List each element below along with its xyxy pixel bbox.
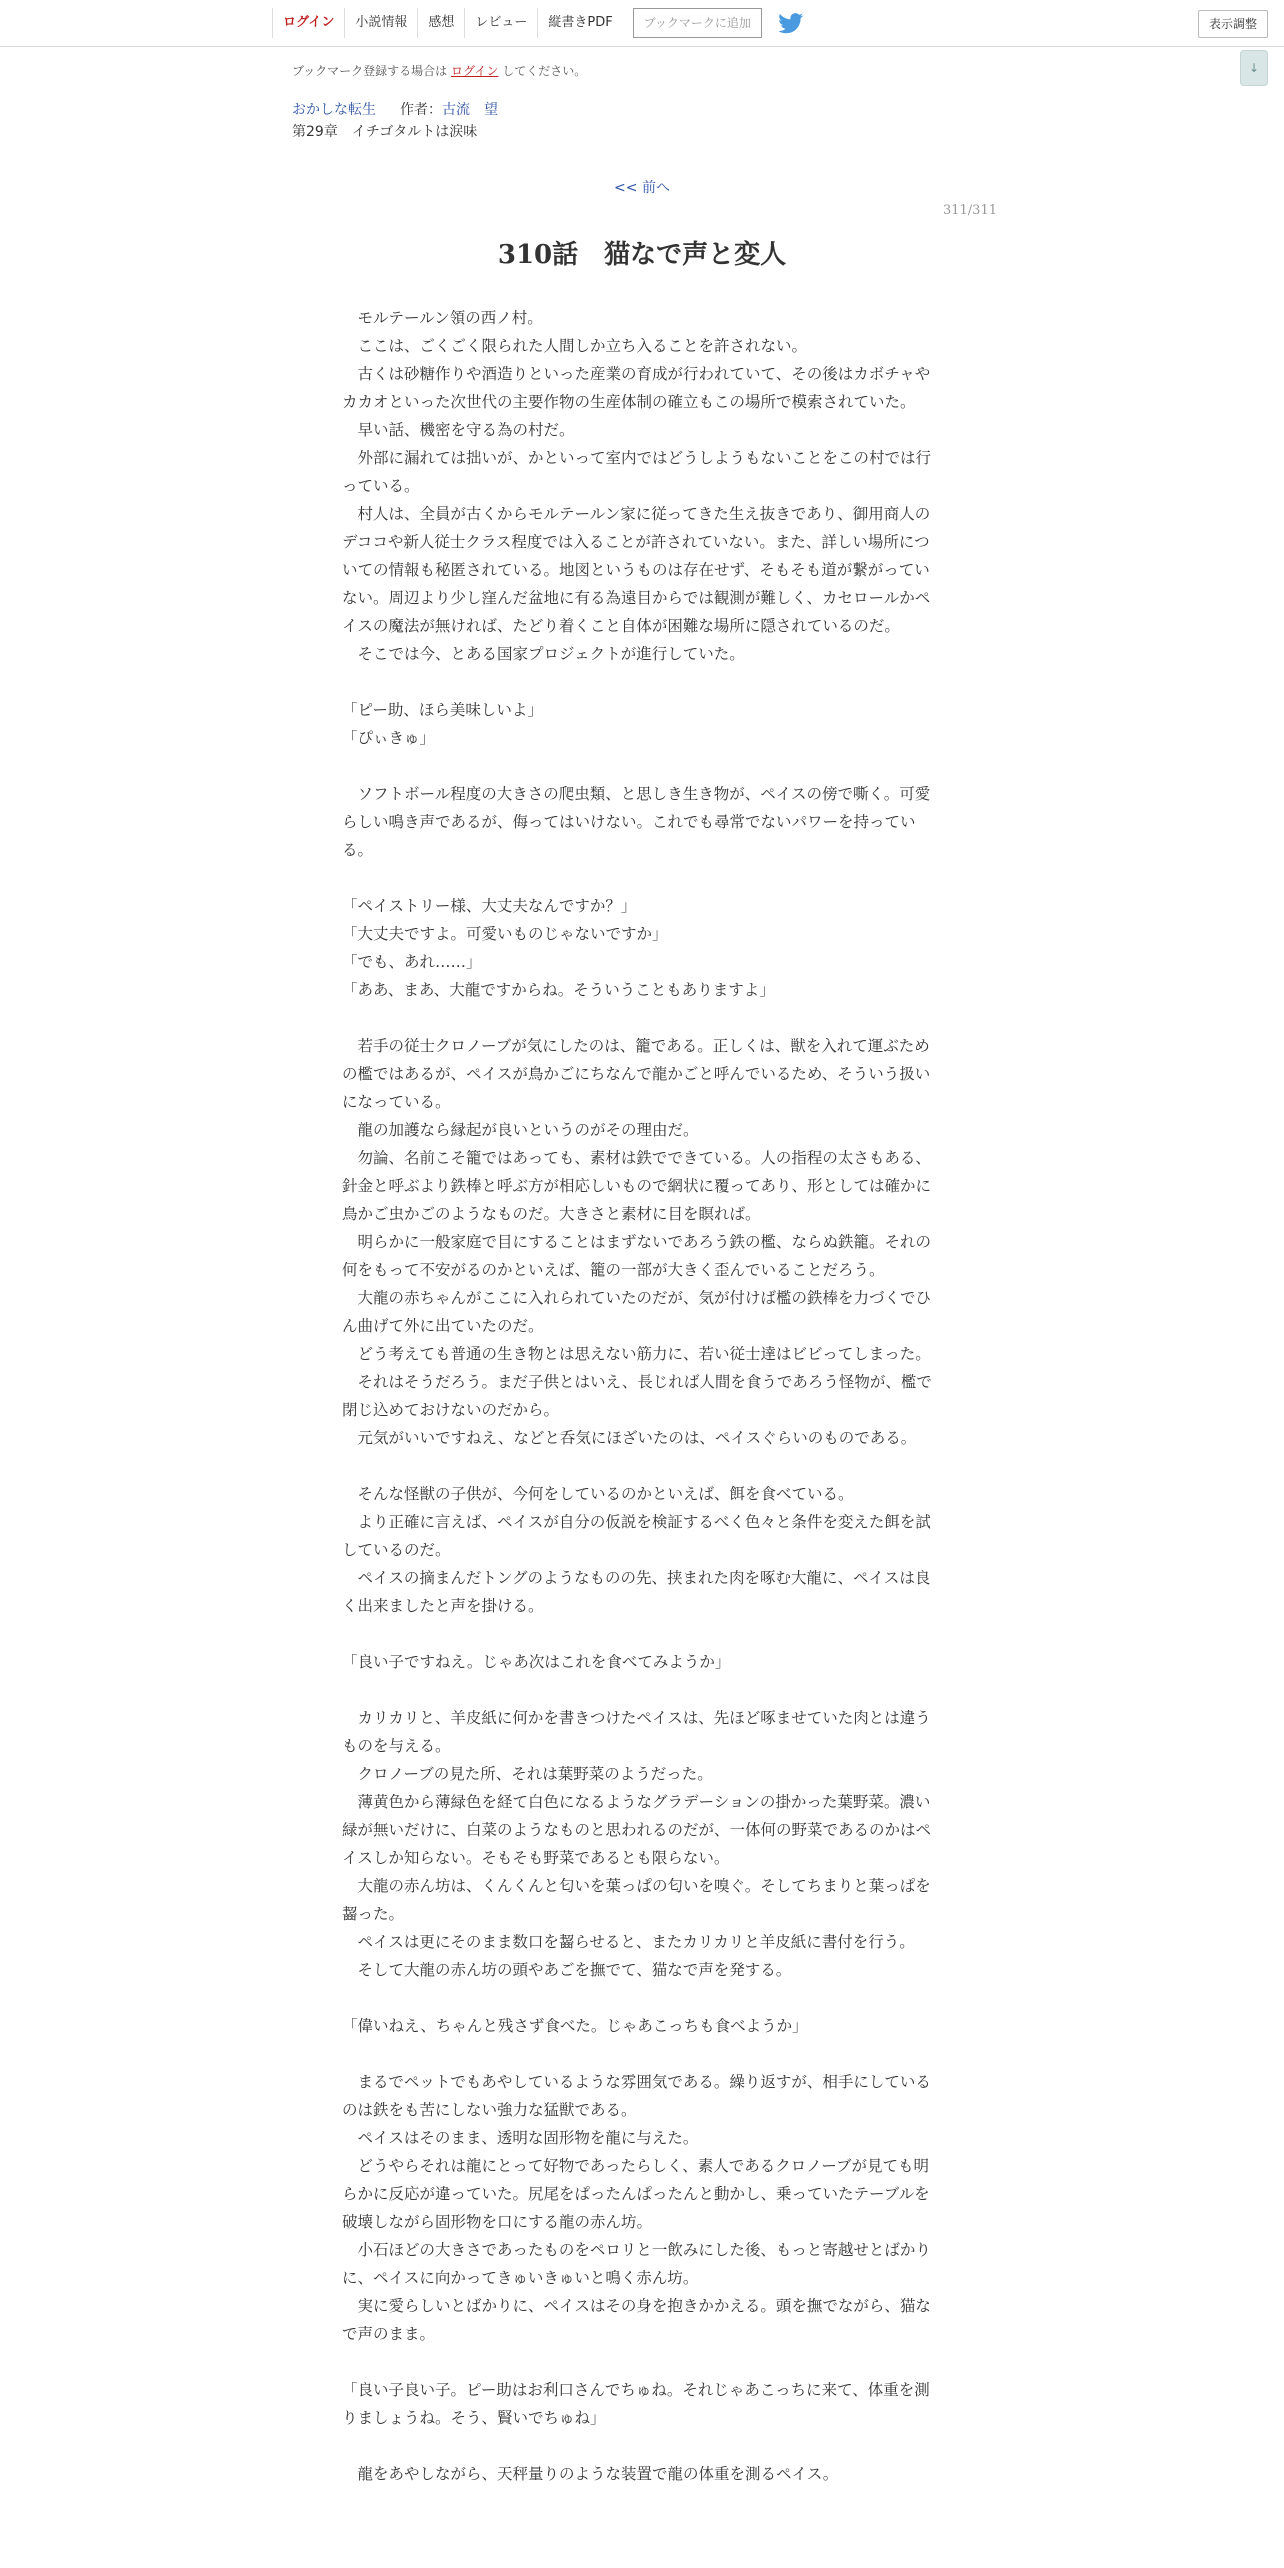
body-paragraph: 「ああ、まあ、大龍ですからね。そういうこともありますよ」	[342, 981, 775, 999]
chapter-title: 第29章 イチゴタルトは涙味	[292, 124, 478, 140]
notice-suffix: してください。	[502, 64, 587, 78]
body-paragraph: 薄黄色から薄緑色を経て白色になるようなグラデーションの掛かった葉野菜。濃い緑が無いだけに、白菜のようなものと思われるのだが、一体何の野菜であるのかはペイスしか知らない。そもそも野菜であるとも限らない。	[342, 1793, 932, 1867]
bookmark-login-notice	[292, 62, 586, 79]
body-paragraph: どうやらそれは龍にとって好物であったらしく、素人であるクロノーブが見ても明らかに反応が違っていた。尻尾をぱったんぱったんと動かし、乗っていたテーブルを破壊しながら固形物を口にする龍の赤ん坊。	[342, 2157, 930, 2231]
body-paragraph: そこでは今、とある国家プロジェクトが進行していた。	[342, 645, 745, 663]
prev-page-link	[0, 177, 1284, 197]
body-paragraph	[342, 1984, 936, 2012]
body-paragraph: ソフトボール程度の大きさの爬虫類、と思しき生き物が、ペイスの傍で嘶く。可愛らしい鳴き声であるが、侮ってはいけない。これでも尋常でないパワーを持っている。	[342, 785, 931, 859]
body-paragraph: より正確に言えば、ペイスが自分の仮説を検証するべく色々と条件を変えた餌を試しているのだ。	[342, 1513, 931, 1559]
body-paragraph	[342, 1676, 936, 1704]
body-paragraph: カリカリと、羊皮紙に何かを書きつけたペイスは、先ほど啄ませていた肉とは違うものを与える。	[342, 1709, 931, 1755]
body-paragraph: 「ペイストリー様、大丈夫なんですか？」	[342, 897, 637, 915]
twitter-icon[interactable]	[778, 12, 804, 34]
author-link[interactable]: 古流 望	[442, 102, 498, 118]
body-paragraph	[342, 2432, 936, 2460]
author-line	[400, 99, 498, 119]
body-paragraph: 龍をあやしながら、天秤量りのような装置で龍の体重を測るペイス。	[342, 2465, 839, 2483]
scroll-down-button[interactable]: ↓	[1240, 50, 1268, 86]
page-number: 311/311	[942, 203, 997, 218]
body-paragraph: ここは、ごくごく限られた人間しか立ち入ることを許されない。	[342, 337, 808, 355]
body-paragraph: 「でも、あれ……」	[342, 953, 482, 971]
body-paragraph	[342, 1452, 936, 1480]
body-paragraph: 明らかに一般家庭で目にすることはまずないであろう鉄の檻、ならぬ鉄籠。それの何をもって不安がるのかといえば、籠の一部が大きく歪んでいることだろう。	[342, 1233, 932, 1279]
body-paragraph: 大龍の赤ん坊は、くんくんと匂いを葉っぱの匂いを嗅ぐ。そしてちまりと葉っぱを齧った。	[342, 1877, 931, 1923]
body-paragraph: まるでペットでもあやしているような雰囲気である。繰り返すが、相手にしているのは鉄をも苦にしない強力な猛獣である。	[342, 2073, 931, 2119]
body-paragraph: 「大丈夫ですよ。可愛いものじゃないですか」	[342, 925, 668, 943]
body-paragraph: 「良い子ですねえ。じゃあ次はこれを食べてみようか」	[342, 1653, 731, 1671]
vertical-pdf-link[interactable]: 縦書きPDF	[548, 15, 613, 30]
top-navbar	[0, 0, 1284, 47]
display-settings-button[interactable]: 表示調整	[1198, 10, 1268, 38]
body-paragraph: 「ぴぃきゅ」	[342, 729, 436, 747]
novel-title-link[interactable]: おかしな転生	[292, 102, 376, 118]
body-paragraph: 「良い子良い子。ピー助はお利口さんでちゅね。それじゃあこっちに来て、体重を測りましょうね。そう、賢いでちゅね」	[342, 2381, 930, 2427]
body-paragraph	[342, 752, 936, 780]
notice-login-link[interactable]: ログイン	[451, 64, 499, 78]
global-nav	[272, 0, 804, 46]
body-paragraph: 外部に漏れては拙いが、かといって室内ではどうしようもないことをこの村では行っている。	[342, 449, 932, 495]
body-paragraph: 龍の加護なら縁起が良いというのがその理由だ。	[342, 1121, 699, 1139]
body-paragraph: そんな怪獣の子供が、今何をしているのかといえば、餌を食べている。	[342, 1485, 854, 1503]
body-paragraph	[342, 864, 936, 892]
body-paragraph: 実に愛らしいとばかりに、ペイスはその身を抱きかかえる。頭を撫でながら、猫なで声のまま。	[342, 2297, 931, 2343]
body-paragraph: ペイスの摘まんだトングのようなものの先、挟まれた肉を啄む大龍に、ペイスは良く出来ましたと声を掛ける。	[342, 1569, 931, 1615]
impressions-link[interactable]: 感想	[418, 8, 465, 38]
body-paragraph	[342, 1004, 936, 1032]
episode-title: 310話 猫なで声と変人	[497, 240, 787, 270]
author-label: 作者：	[400, 102, 442, 118]
body-paragraph: 小石ほどの大きさであったものをペロリと一飲みにした後、もっと寄越せとばかりに、ペイスに向かってきゅいきゅいと鳴く赤ん坊。	[342, 2241, 931, 2287]
body-paragraph	[342, 2348, 936, 2376]
body-paragraph: 元気がいいですねえ、などと呑気にほざいたのは、ペイスぐらいのものである。	[342, 1429, 917, 1447]
body-paragraph: 古くは砂糖作りや酒造りといった産業の育成が行われていて、その後はカボチャやカカオといった次世代の主要作物の生産体制の確立もこの場所で模索されていた。	[342, 365, 931, 411]
body-paragraph: 大龍の赤ちゃんがここに入れられていたのだが、気が付けば檻の鉄棒を力づくでひん曲げて外に出ていたのだ。	[342, 1289, 932, 1335]
body-paragraph: ペイスはそのまま、透明な固形物を龍に与えた。	[342, 2129, 699, 2147]
body-paragraph: クロノーブの見た所、それは葉野菜のようだった。	[342, 1765, 713, 1783]
body-paragraph: そして大龍の赤ん坊の頭やあごを撫でて、猫なで声を発する。	[342, 1961, 792, 1979]
body-paragraph	[342, 2040, 936, 2068]
novel-info-link[interactable]: 小説情報	[345, 8, 418, 38]
body-paragraph: 若手の従士クロノーブが気にしたのは、籠である。正しくは、獣を入れて運ぶための檻ではあるが、ペイスが鳥かごにちなんで龍かごと呼んでいるため、そういう扱いになっている。	[342, 1037, 931, 1111]
add-bookmark-button[interactable]: ブックマークに追加	[633, 8, 762, 38]
body-paragraph: モルテールン領の西ノ村。	[342, 309, 543, 327]
body-paragraph: ペイスは更にそのまま数口を齧らせると、またカリカリと羊皮紙に書付を行う。	[342, 1933, 915, 1951]
body-paragraph: 「偉いねえ、ちゃんと残さず食べた。じゃあこっちも食べようか」	[342, 2017, 808, 2035]
body-paragraph	[342, 1620, 936, 1648]
body-paragraph: 早い話、機密を守る為の村だ。	[342, 421, 575, 439]
prev-page-text[interactable]: << 前へ	[614, 180, 670, 196]
body-paragraph	[342, 668, 936, 696]
body-paragraph: 勿論、名前こそ籠ではあっても、素材は鉄でできている。人の指程の太さもある、針金と呼ぶより鉄棒と呼ぶ方が相応しいもので網状に覆ってあり、形としては確かに鳥かご虫かごのようなものだ。大きさと素材に目を瞑れば。	[342, 1149, 932, 1223]
body-paragraph: それはそうだろう。まだ子供とはいえ、長じれば人間を食うであろう怪物が、檻で閉じ込めておけないのだから。	[342, 1373, 932, 1419]
notice-prefix: ブックマーク登録する場合は	[292, 64, 448, 78]
episode-body	[342, 304, 936, 2488]
body-paragraph: どう考えても普通の生き物とは思えない筋力に、若い従士達はビビってしまった。	[342, 1345, 931, 1363]
review-link[interactable]: レビュー	[465, 8, 538, 38]
body-paragraph: 「ピー助、ほら美味しいよ」	[342, 701, 543, 719]
body-paragraph: 村人は、全員が古くからモルテールン家に従ってきた生え抜きであり、御用商人のデココや新人従士クラス程度では入ることが許されていない。また、詳しい場所についての情報も秘匿されている。地図というものは存在せず、そもそも道が繋がっていない。周辺より少し窪んだ盆地に有る為遠目からでは観測が難しく、カセロールかペイスの魔法が無ければ、たどり着くこと自体が困難な場所に隠されているのだ。	[342, 505, 931, 635]
login-link[interactable]: ログイン	[272, 8, 345, 38]
